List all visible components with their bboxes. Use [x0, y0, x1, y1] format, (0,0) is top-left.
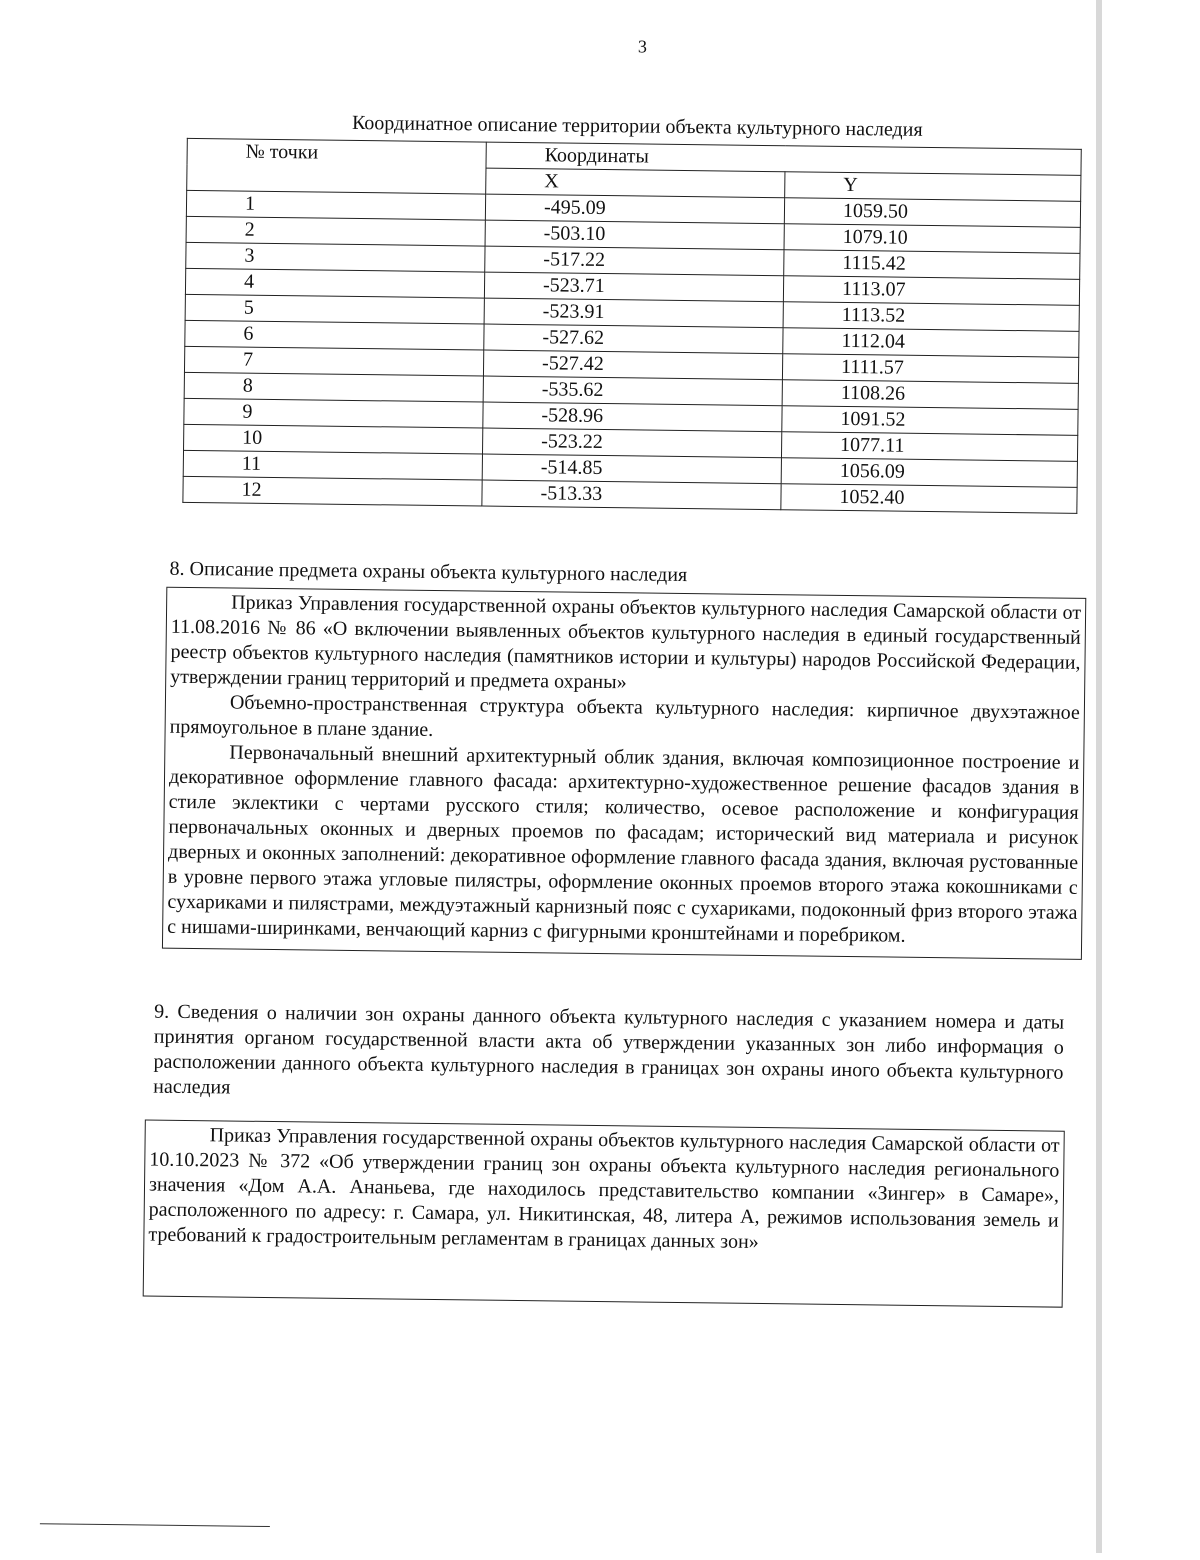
x-coordinate: -527.42: [483, 350, 782, 380]
y-coordinate: 1115.42: [784, 250, 1080, 280]
section-9-text: Приказ Управления государственной охраны объектов культурного наследия Самарской области от 10.10.2023 № 372 «Об утверждении границ зон охраны объекта культурного наследия регионального значения «Дом А.А. Ананьева, где находилось представительство компании «Зингер» в Самаре», расположенного по адресу: г. Самара, ул. Никитинская, 48, литера А, режимов использования земель и требований к градостроительным регламентам в границах данных зон»: [148, 1124, 1060, 1253]
x-coordinate: -535.62: [483, 376, 782, 406]
point-number: 7: [184, 346, 483, 376]
x-coordinate: -513.33: [482, 480, 781, 510]
x-coordinate: -523.71: [484, 272, 783, 302]
header-point: № точки: [187, 138, 487, 194]
y-coordinate: 1059.50: [784, 198, 1080, 228]
header-x: X: [486, 168, 785, 198]
y-coordinate: 1113.07: [783, 276, 1079, 306]
point-number: 8: [184, 372, 483, 402]
x-coordinate: -523.22: [482, 428, 781, 458]
table-title: Координатное описание территории объекта культурного наследия: [351, 111, 923, 141]
point-number: 11: [183, 450, 482, 480]
y-coordinate: 1091.52: [782, 406, 1078, 436]
page-number: 3: [637, 36, 648, 57]
x-coordinate: -527.62: [484, 324, 783, 354]
point-number: 4: [185, 268, 484, 298]
coordinates-table: [182, 138, 1081, 514]
y-coordinate: 1077.11: [781, 432, 1077, 462]
point-number: 12: [183, 476, 482, 506]
x-coordinate: -523.91: [484, 298, 783, 328]
section-8-paragraph: Приказ Управления государственной охраны объектов культурного наследия Самарской области от 11.08.2016 № 86 «О включении выявленных объектов культурного наследия в единый государственный реестр объектов культурного наследия (памятников истории и культуры) народов Российской Федерации, утверждении границ территорий и предмета охраны»: [170, 591, 1082, 694]
x-coordinate: -517.22: [485, 246, 784, 276]
header-coordinates: Координаты: [486, 142, 1081, 175]
y-coordinate: 1112.04: [783, 328, 1079, 358]
section-8-paragraph: Объемно-пространственная структура объекта культурного наследия: кирпичное двухэтажное прямоугольное в плане здание.: [169, 691, 1081, 741]
point-number: 6: [185, 320, 484, 350]
y-coordinate: 1079.10: [784, 224, 1080, 254]
x-coordinate: -503.10: [485, 220, 784, 250]
x-coordinate: -528.96: [483, 402, 782, 432]
point-number: 9: [184, 398, 483, 428]
point-number: 3: [186, 242, 485, 272]
section-8-box: [162, 587, 1086, 960]
y-coordinate: 1111.57: [782, 354, 1078, 384]
point-number: 5: [185, 294, 484, 324]
point-number: 10: [184, 424, 483, 454]
section-8-heading: 8. Описание предмета охраны объекта культурного наследия: [169, 557, 688, 587]
section-9-box: [143, 1119, 1065, 1307]
footnote-divider: [40, 1523, 270, 1527]
y-coordinate: 1113.52: [783, 302, 1079, 332]
point-number: 1: [186, 190, 485, 220]
section-8-paragraph: Первоначальный внешний архитектурный облик здания, включая композиционное построение и декоративное оформление главного фасада: архитектурно-художественное решение фасадов здания в стиле эклектики с чертами русского стиля; количество, осевое расположение и конфигурация первоначальных оконных и дверных проемов по фасадам; исторический вид материала и рисунок дверных и оконных заполнений: декоративное оформление главного фасада здания, включая рустованные в уровне первого этажа угловые пилястры, оформление оконных проемов второго этажа кокошниками с сухариками и пилястрами, междуэтажный карнизный пояс с сухариками, подоконный фриз второго этажа с нишами-ширинками, венчающий карниз с фигурными кронштейнами и поребриком.: [167, 741, 1080, 947]
point-number: 2: [186, 216, 485, 246]
y-coordinate: 1108.26: [782, 380, 1078, 410]
x-coordinate: -514.85: [482, 454, 781, 484]
scan-edge: [1096, 0, 1102, 1553]
header-y: Y: [785, 172, 1081, 202]
y-coordinate: 1052.40: [781, 484, 1077, 514]
y-coordinate: 1056.09: [781, 458, 1077, 488]
section-9-heading: 9. Сведения о наличии зон охраны данного объекта культурного наследия с указанием номера и даты принятия органом государственной власти акта об утверждении указанных зон либо информация о расположении данного объекта культурного наследия в границах зон охраны иного объекта культурного наследия: [153, 1000, 1065, 1099]
x-coordinate: -495.09: [485, 194, 784, 224]
